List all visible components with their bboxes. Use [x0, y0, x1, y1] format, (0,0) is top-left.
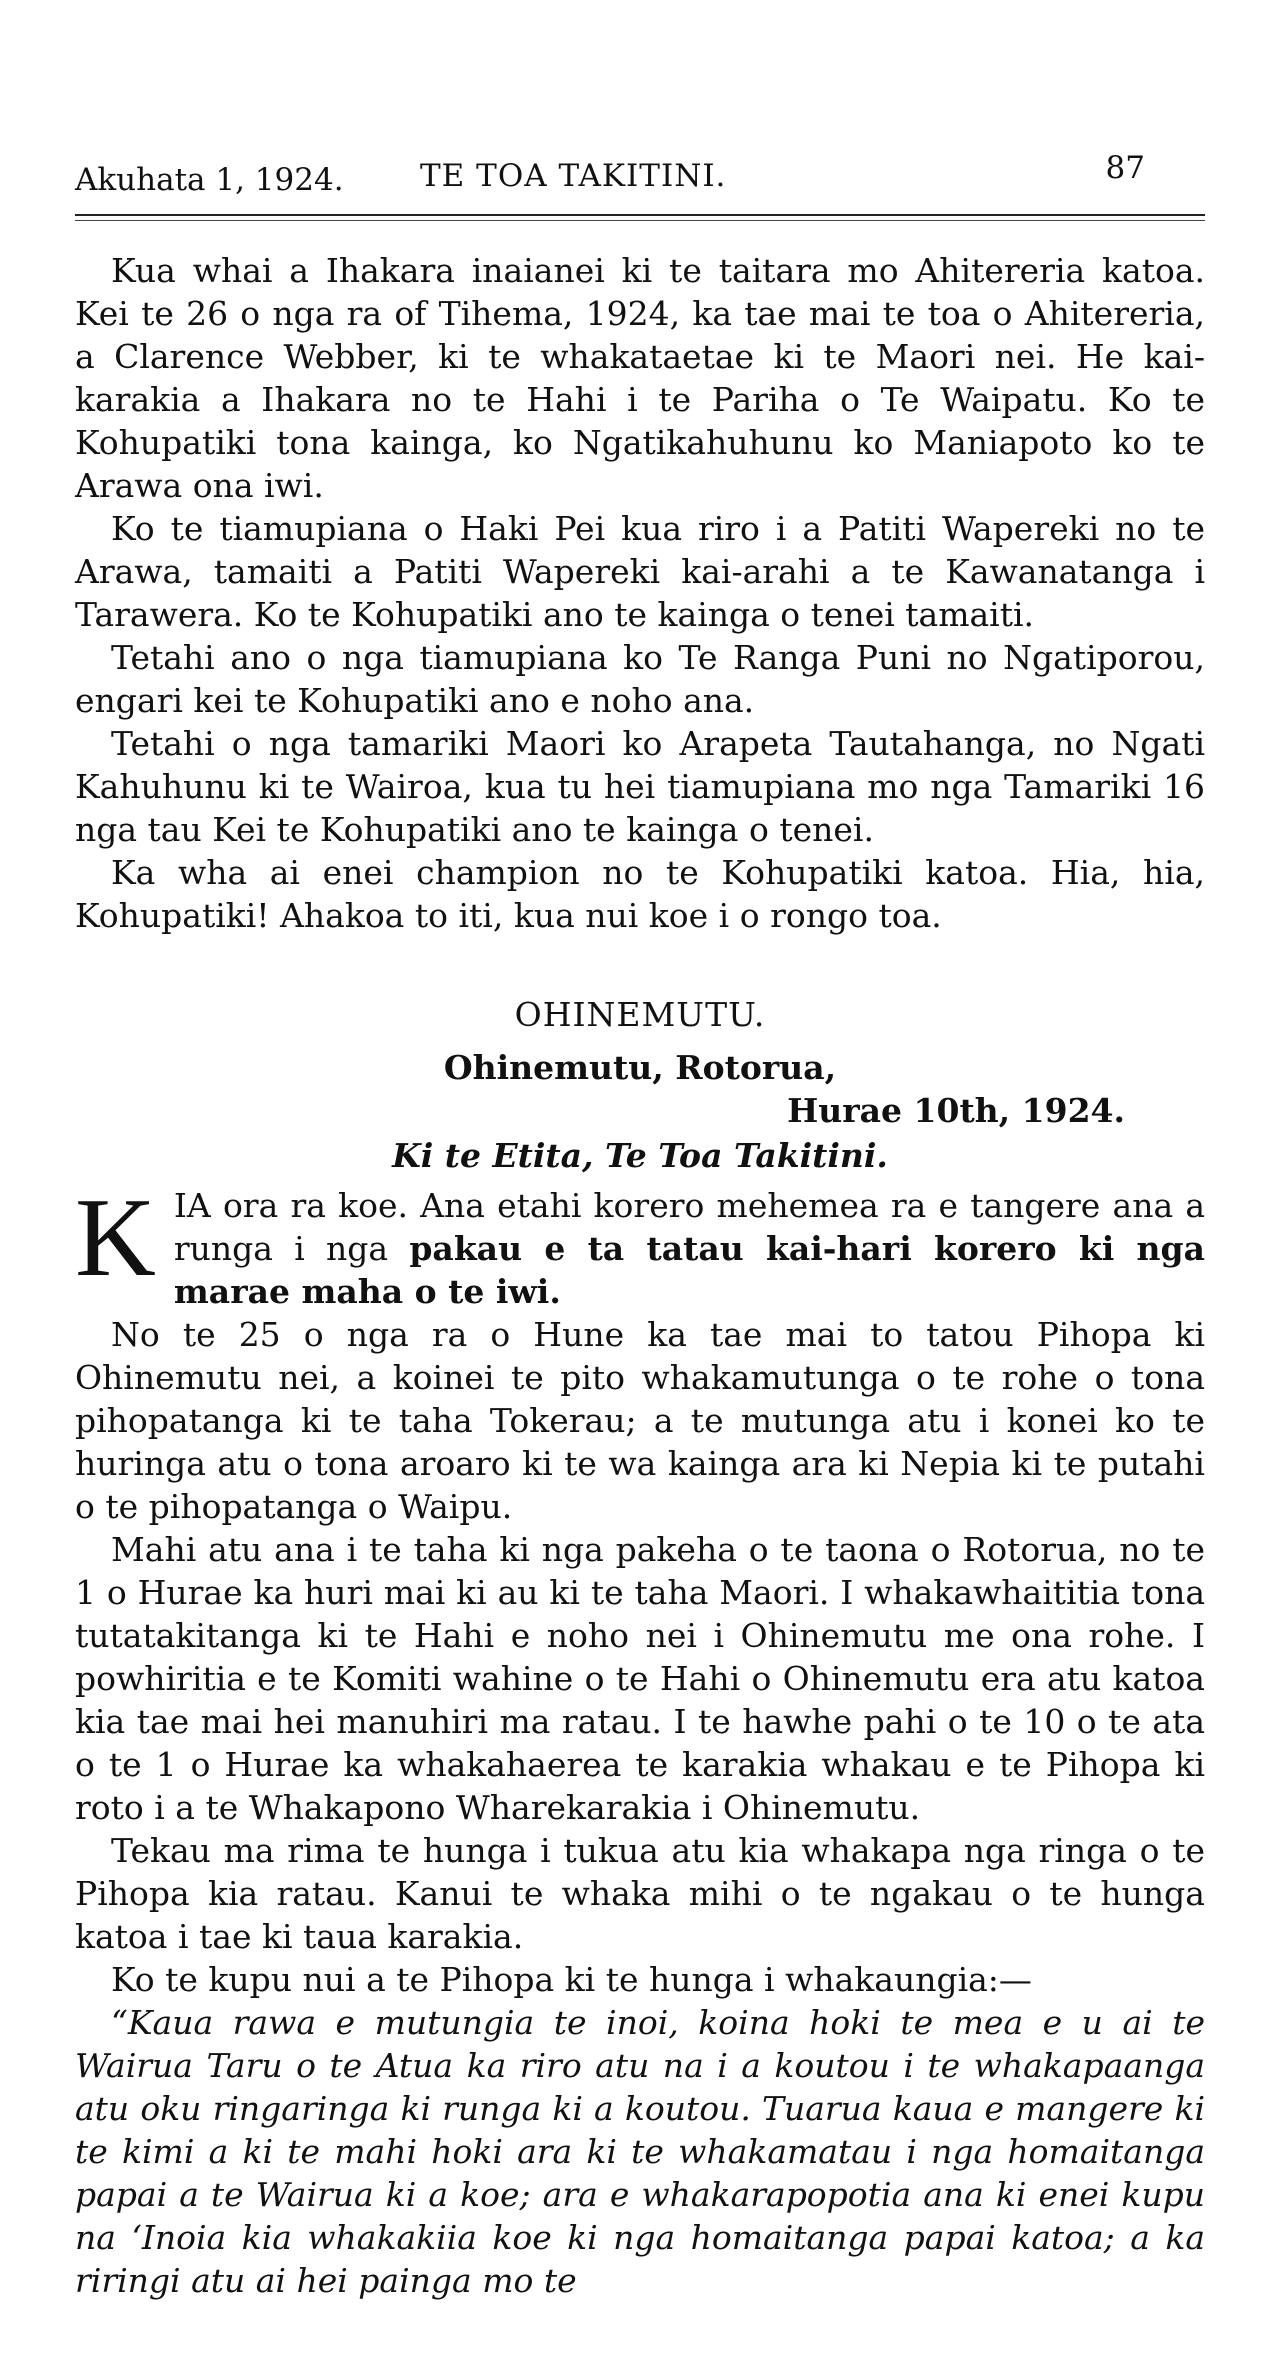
paragraph: No te 25 o nga ra o Hune ka tae mai to tatou Pihopa ki Ohinemutu nei, a koinei te pito whakamutunga o te rohe o tona pihopatanga ki te taha Tokerau; a te mutunga atu i konei ko te huringa atu o tona aroaro ki te wa kainga ara ki Nepia ki te putahi o te pihopatanga o Waipu. [75, 1315, 1205, 1526]
paragraph: Tetahi o nga tamariki Maori ko Arapeta Tautahanga, no Ngati Kahuhunu ki te Wairoa, kua tu hei tiamupiana mo nga Tamariki 16 nga tau Kei te Kohupatiki ano te kainga o tenei. [75, 724, 1205, 849]
paragraph: Tetahi ano o nga tiamupiana ko Te Ranga Puni no Ngatiporou, engari kei te Kohupatiki ano e noho ana. [75, 638, 1205, 720]
paragraph: Ko te tiamupiana o Haki Pei kua riro i a Patiti Wapereki no te Arawa, tamaiti a Patiti Wapereki kai-arahi a te Kawanatanga i Tarawera. Ko te Kohupatiki ano te kainga o tenei tamaiti. [75, 509, 1205, 634]
publication-title: TE TOA TAKITINI. [420, 158, 727, 194]
salutation: Ki te Etita, Te Toa Takitini. [392, 1136, 888, 1175]
issue-date: Akuhata 1, 1924. [75, 162, 344, 198]
bishop-quote: “Kaua rawa e mutungia te inoi, koina hoki te mea e u ai te Wairua Taru o te Atua ka riro atu na i a koutou i te whakapaanga atu oku ringaringa ki runga ki a koutou. Tuarua kaua e mangere ki te kimi a ki te mahi hoki ara ki te whakamatau i nga homaitanga papai a te Wairua ki a koe; ara e whakarapopotia ana ki enei kupu na ‘Inoia kia whakakiia koe ki nga homaitanga papai katoa; a ka riringi atu ai hei painga mo te [75, 2003, 1205, 2300]
article-sports [75, 249, 1205, 937]
paragraph: Tekau ma rima te hunga i tukua atu kia whakapa nga ringa o te Pihopa kia ratau. Kanui te whaka mihi o te ngakau o te hunga katoa i tae ki taua karakia. [75, 1831, 1205, 1956]
header-rule-thin [75, 220, 1205, 221]
paragraph: Ka wha ai enei champion no te Kohupatiki katoa. Hia, hia, Kohupatiki! Ahakoa to iti, kua nui koe i o rongo toa. [75, 853, 1205, 935]
drop-cap: K [75, 1176, 156, 1300]
dateline-date: Hurae 10th, 1924. [787, 1091, 1125, 1130]
opening-text: IA ora ra koe. Ana etahi korero mehemea ra e tangere ana a runga i nga [173, 1186, 1205, 1268]
opening-text-bold: pakau e ta tatau kai-hari korero ki nga marae maha o te iwi. [173, 1229, 1206, 1311]
page-number: 87 [1105, 150, 1145, 186]
header-rule [75, 214, 1205, 216]
running-head [75, 150, 1205, 208]
paragraph: Mahi atu ana i te taha ki nga pakeha o te taona o Rotorua, no te 1 o Hurae ka huri mai ki au ki te taha Maori. I whakawhaititia tona tutatakitanga ki te Hahi e noho nei i Ohinemutu me ona rohe. I powhiritia e te Komiti wahine o te Hahi o Ohinemutu era atu katoa kia tae mai hei manuhiri ma ratau. I te hawhe pahi o te 10 o te ata o te 1 o Hurae ka whakahaerea te karakia whakau e te Pihopa ki roto i a te Whakapono Wharekarakia i Ohinemutu. [75, 1530, 1205, 1827]
article-body [75, 249, 1205, 2302]
opening-paragraph [75, 1176, 1206, 1313]
section-heading: OHINEMUTU. [514, 995, 766, 1034]
article-ohinemutu [75, 993, 1205, 2302]
paragraph: Kua whai a Ihakara inaianei ki te taitara mo Ahitereria katoa. Kei te 26 o nga ra of Tihema, 1924, ka tae mai te toa o Ahitereria, a Clarence Webber, ki te whakataetae ki te Maori nei. He kai-karakia a Ihakara no te Hahi i te Pariha o Te Waipatu. Ko te Kohupatiki tona kainga, ko Ngatikahuhunu ko Maniapoto ko te Arawa ona iwi. [75, 251, 1205, 505]
paragraph: Ko te kupu nui a te Pihopa ki te hunga i whakaungia:— [111, 1960, 1032, 1999]
dateline-place: Ohinemutu, Rotorua, [443, 1048, 837, 1087]
